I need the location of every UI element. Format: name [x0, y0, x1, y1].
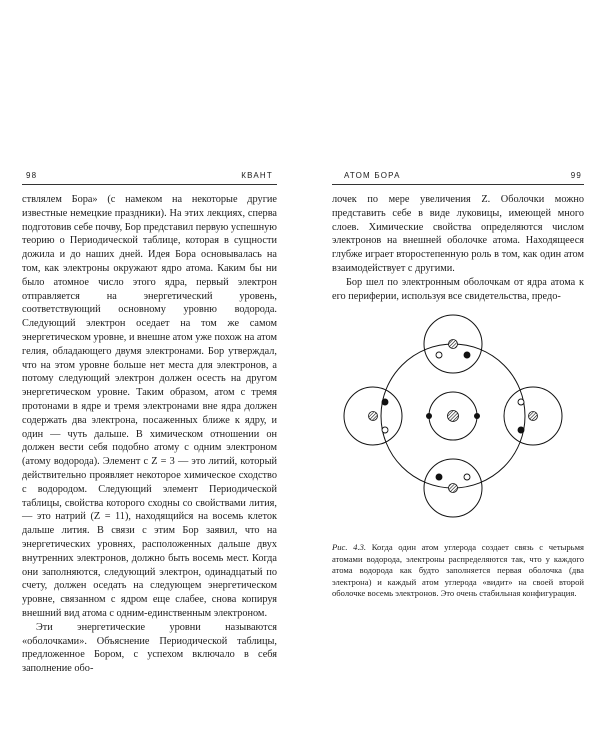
shared-electron-bottom-filled [436, 474, 442, 480]
shared-electron-top-filled [464, 352, 470, 358]
figure-caption [332, 542, 584, 599]
right-paragraph-1: лочек по мере увеличения Z. Оболочки можно представить себе в виде луковицы, имеющей много слоев. Химические свойства определяются числом электронов на внешней оболочке атома. Находящееся глубже играет второстепенную роль в том, как один атом взаимодействует с другими. [332, 194, 584, 274]
carbon-nucleus [448, 411, 459, 422]
figure-caption-label: Рис. 4.3. [332, 542, 367, 553]
left-paragraph-1: ствлялем Бора» (с намеком на некоторые другие известные немецкие праздники). На этих лекциях, сперва подготовив себе почву, Бор представил первую успешную теорию о Периодической таблице, которая в сущности дожила и до наших дней. Идея Бора основывалась на том, как электроны окружают ядро атома. Каким бы ни было атомное число этого ядра, первый электрон отправляется на энергетический уровень, соответствующий основному уровню водорода. Следующий электрон оседает на том же самом энергетическом уровне, и внешне атом уже похож на атом гелия, обладающего двумя электронами. Бор утверждал, что на этом уровне больше нет места для электронов, а потому следующий электрон должен осесть на другом энергетическом уровне. Таким образом, атом с тремя протонами в ядре и тремя электронами вне ядра должен содержать два электрона, посаженных ближе к ядру, и один — чуть дальше. В химическом отношении он должен вести себя подобно атому с одним электроном (атому водорода). Элемент с Z = 3 — это литий, который действительно проявляет некоторое химическое сходство с водородом. Следующий элемент Периодической таблицы, свойства которого сходны со свойствами лития, — это натрий (Z = 11), находящийся на восемь клеток дальше лития. В связи с этим Бор заявил, что на энергетических уровнях, расположенных дальше двух внутренних электронов, должно быть восемь мест. Когда они заполняются, следующий электрон, одинадцатый по счету, должен оседать на следующем энергетическом уровне, связанном с ядром еще слабее, снова копируя внешний вид атома с одним-единственным электроном. [22, 194, 277, 619]
left-paragraph-2: Эти энергетические уровни называются «оболочками». Объяснение Периодической таблицы, предложенное Бором, с успехом включало в себя заполнение обо- [22, 621, 277, 675]
inner-electron-left [426, 413, 432, 419]
left-running-head [22, 170, 277, 185]
hydrogen-nucleus-top [449, 340, 458, 349]
figure-methane-shells [332, 313, 584, 528]
right-running-title: АТОМ БОРА [344, 171, 401, 180]
figure-caption-text: Когда один атом углерода создает связь с четырьмя атомами водорода, электроны распределяются так, что у каждого атома водорода как будто заполняется первая оболочка (два электрона) и каждый атом углерода «видит» на своей второй оболочке восемь электронов. Это очень стабильная конфигурация. [332, 542, 584, 598]
hydrogen-nucleus-bottom [449, 484, 458, 493]
right-page-number: 99 [570, 171, 582, 180]
right-running-head [332, 170, 584, 185]
shared-electron-bottom-open [464, 474, 470, 480]
shared-electron-right-open [518, 399, 524, 405]
right-paragraph-2: Бор шел по электронным оболочкам от ядра атома к его периферии, используя все свидетельства, предо- [332, 276, 584, 302]
left-running-title: КВАНТ [241, 171, 273, 180]
shared-electron-left-filled [382, 399, 388, 405]
right-body-text [332, 193, 584, 303]
shared-electron-right-filled [518, 427, 524, 433]
hydrogen-nucleus-left [369, 412, 378, 421]
shell-diagram [340, 313, 576, 528]
shared-electron-left-open [382, 427, 388, 433]
hydrogen-nucleus-right [529, 412, 538, 421]
right-page [332, 170, 584, 599]
left-body-text [22, 193, 277, 676]
left-page-number: 98 [26, 171, 38, 180]
shared-electron-top-open [436, 352, 442, 358]
left-page [22, 170, 277, 676]
inner-electron-right [474, 413, 480, 419]
